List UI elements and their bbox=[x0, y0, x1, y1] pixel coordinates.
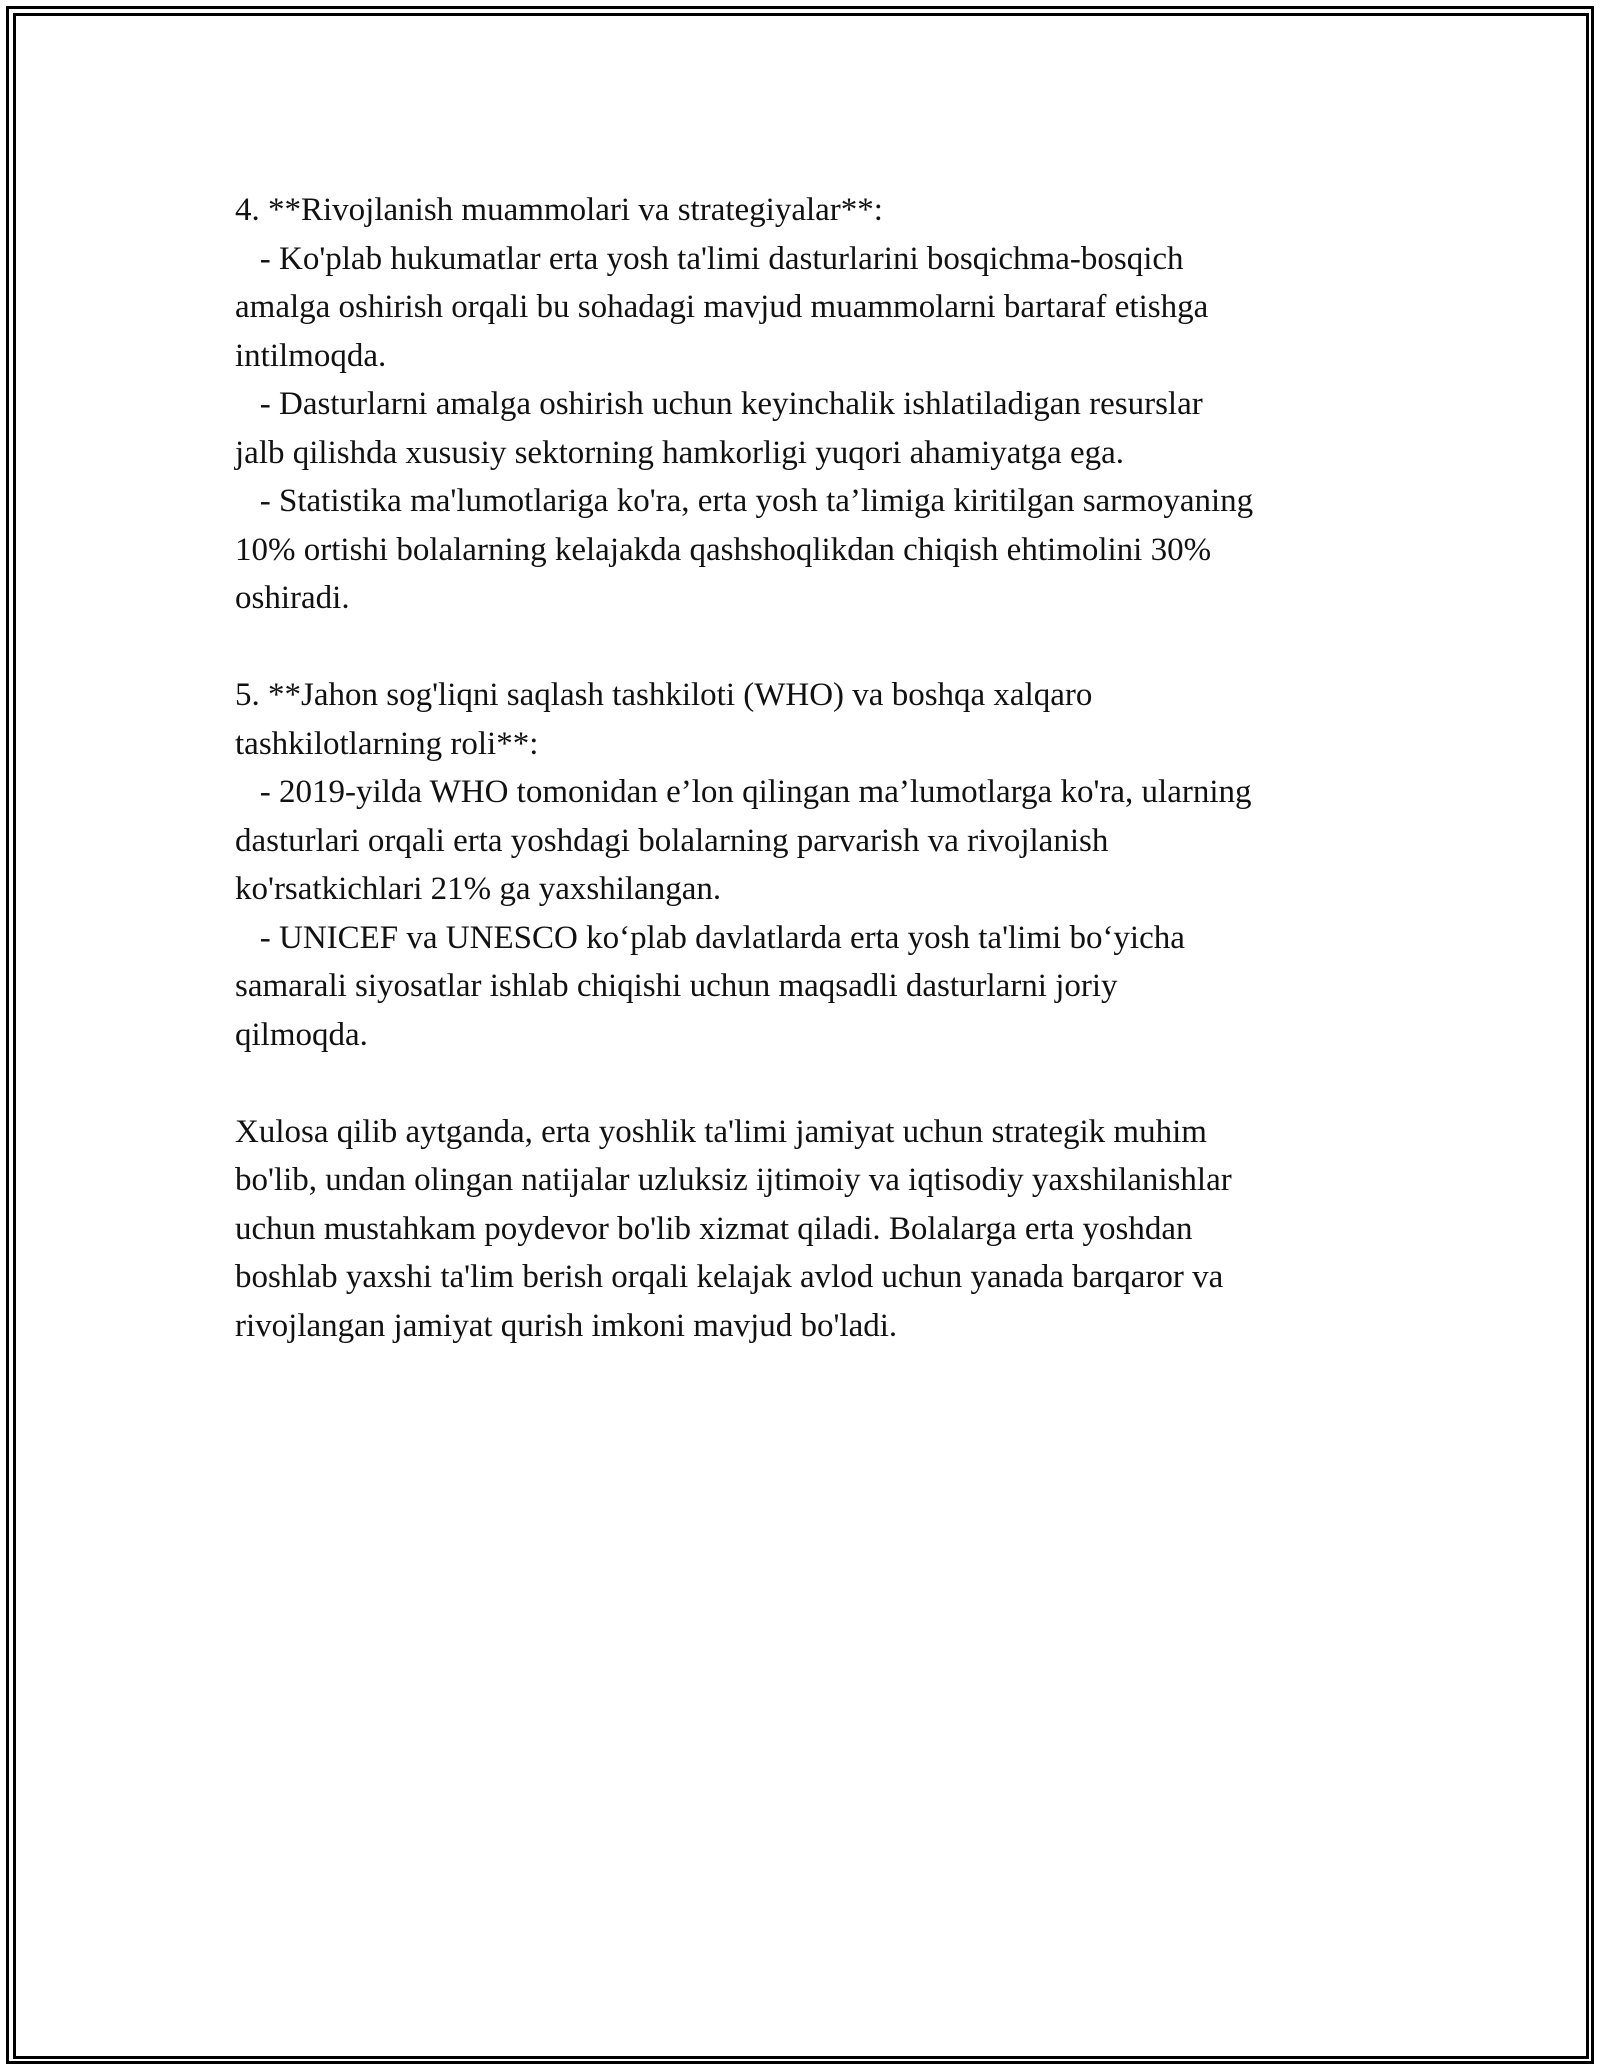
paragraph-line: - Ko'plab hukumatlar erta yosh ta'limi dasturlarini bosqichma-bosqich bbox=[235, 240, 1184, 277]
paragraph-line: Xulosa qilib aytganda, erta yoshlik ta'limi jamiyat uchun strategik muhim bbox=[235, 1113, 1207, 1150]
paragraph-line: amalga oshirish orqali bu sohadagi mavjud muammolarni bartaraf etishga bbox=[235, 289, 1209, 325]
paragraph-line: samarali siyosatlar ishlab chiqishi uchun maqsadli dasturlarni joriy bbox=[235, 968, 1118, 1004]
paragraph-line: uchun mustahkam poydevor bo'lib xizmat qiladi. Bolalarga erta yoshdan bbox=[235, 1210, 1193, 1247]
paragraph-line: oshiradi. bbox=[235, 580, 350, 616]
heading-line: 5. **Jahon sog'liqni saqlash tashkiloti (WHO) va boshqa xalqaro bbox=[235, 677, 1093, 713]
paragraph-spacer bbox=[235, 623, 1375, 672]
section-4 bbox=[235, 186, 1375, 623]
conclusion-paragraph bbox=[235, 1108, 1375, 1351]
paragraph-line: ko'rsatkichlari 21% ga yaxshilangan. bbox=[235, 871, 722, 907]
paragraph-line: dasturlari orqali erta yoshdagi bolalarning parvarish va rivojlanish bbox=[235, 822, 1109, 859]
section-4-bullet-2 bbox=[235, 380, 1375, 477]
paragraph-line: - Dasturlarni amalga oshirish uchun keyinchalik ishlatiladigan resurslar bbox=[235, 386, 1203, 422]
section-5-heading bbox=[235, 671, 1375, 768]
section-4-heading: 4. **Rivojlanish muammolari va strategiyalar**: bbox=[235, 192, 883, 228]
paragraph-line: intilmoqda. bbox=[235, 337, 387, 374]
section-5 bbox=[235, 671, 1375, 1059]
paragraph-line: - 2019-yilda WHO tomonidan e’lon qilingan ma’lumotlarga ko'ra, ularning bbox=[235, 774, 1252, 810]
document-body bbox=[235, 186, 1375, 1350]
paragraph-line: bo'lib, undan olingan natijalar uzluksiz ijtimoiy va iqtisodiy yaxshilanishlar bbox=[235, 1162, 1232, 1198]
paragraph-line: qilmoqda. bbox=[235, 1016, 368, 1053]
section-4-bullet-3 bbox=[235, 477, 1375, 623]
heading-line: tashkilotlarning roli**: bbox=[235, 725, 539, 762]
paragraph-spacer bbox=[235, 1059, 1375, 1108]
paragraph-line: boshlab yaxshi ta'lim berish orqali kelajak avlod uchun yanada barqaror va bbox=[235, 1259, 1224, 1295]
section-4-bullet-1 bbox=[235, 235, 1375, 381]
paragraph-line: - UNICEF va UNESCO ko‘plab davlatlarda erta yosh ta'limi bo‘yicha bbox=[235, 919, 1185, 956]
section-5-bullet-1 bbox=[235, 768, 1375, 914]
section-5-bullet-2 bbox=[235, 914, 1375, 1060]
paragraph-line: 10% ortishi bolalarning kelajakda qashshoqlikdan chiqish ehtimolini 30% bbox=[235, 531, 1212, 568]
paragraph-line: rivojlangan jamiyat qurish imkoni mavjud bo'ladi. bbox=[235, 1307, 898, 1344]
paragraph-line: jalb qilishda xususiy sektorning hamkorligi yuqori ahamiyatga ega. bbox=[235, 434, 1125, 471]
paragraph-line: - Statistika ma'lumotlariga ko'ra, erta yosh ta’limiga kiritilgan sarmoyaning bbox=[235, 483, 1254, 519]
